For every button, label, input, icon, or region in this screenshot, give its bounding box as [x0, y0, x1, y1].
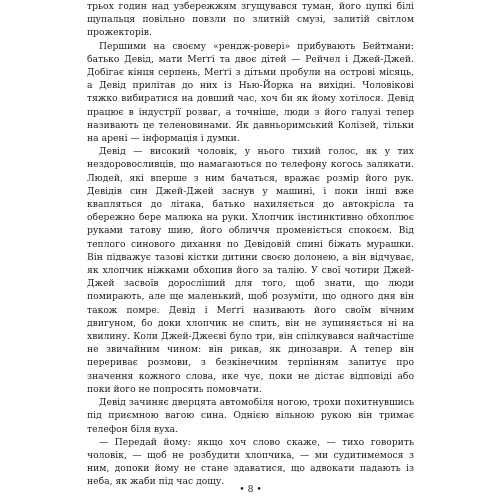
folio-bullet-left: • [239, 484, 248, 495]
paragraph-1: трьох годин над узбережжям згущувався туман, його цупкі білі щупальця повільно повзли по злитній смузі, залитій світлом прожекторів. [87, 1, 414, 39]
page-number: 8 [247, 484, 254, 495]
paragraph-4: Девід зачиняє дверцята автомобіля ногою, трохи похитнувшись під приємною вагою сина. Однією вільною рукою він тримає телефон біля вуха. [87, 397, 414, 435]
folio-bullet-right: • [253, 484, 262, 495]
paragraph-2: Першими на своєму «рендж-ровері» прибувають Бейтмани: батько Девід, мати Меґґі та двоє дітей — Рейчел і Джей-Джей. Добігає кінця серпень, Меґґі з дітьми пробули на острові місяць, а Девід прилітав до них із Нью-Йорка на вихідні. Чоловікові тяжко вибиратися на довший час, хоч би як йому хотілося. Девід працює в індустрії розваг, а точніше, люди з його галузі тепер називають це теленовинами. Як давньоримський Колізей, тільки на арені — інформація і думки. [87, 40, 414, 145]
paragraph-5: — Передай йому: якщо хоч слово скаже, — тихо говорить чоловік, — щоб не розбудити хлопчика, — ми судитимемося з ним, допоки йому не стане здаватися, що адвокати падають із неба, як жаби під час дощу. [87, 436, 414, 488]
page-number-footer [87, 484, 414, 496]
book-page-text [87, 0, 414, 500]
paragraph-3: Девід — високий чоловік, у нього тихий голос, як у тих нездоровосливців, що намагаються по телефону когось залякати. Людей, які вперше з ним бачаться, вражає розмір його рук. Девідів син Джей-Джей заснув у машині, і поки інші вже квапляться до літака, батько нахиляється до автокрісла та обережно бере малюка на руки. Хлопчик інстинктивно обхоплює руками татову шию, його обличчя променіється спокоєм. Від теплого синового дихання по Девідовій спині біжать мурашки. Він підважує тазові кістки дитини своєю долонею, а він відчуває, як хлопчик ніжками обхопив його за талію. У свої чотири Джей-Джей засвоїв доросліший для того, щоб знати, що люди помирають, але ще маленький, щоб розуміти, що одного дня він також помре. Девід і Меґґі називають його своїм вічним двигуном, бо доки хлопчик не спить, він не зупиняється ні на хвилину. Коли Джей-Джеєві було три, він спілкувався найчастіше не звичайним чином: він рикав, як динозаври. А тепер він перериває розмови, з безкінечним терпінням запитує про значення кожного слова, яке чує, поки не дістає відповіді або поки його не попросять помовчати. [87, 146, 414, 395]
